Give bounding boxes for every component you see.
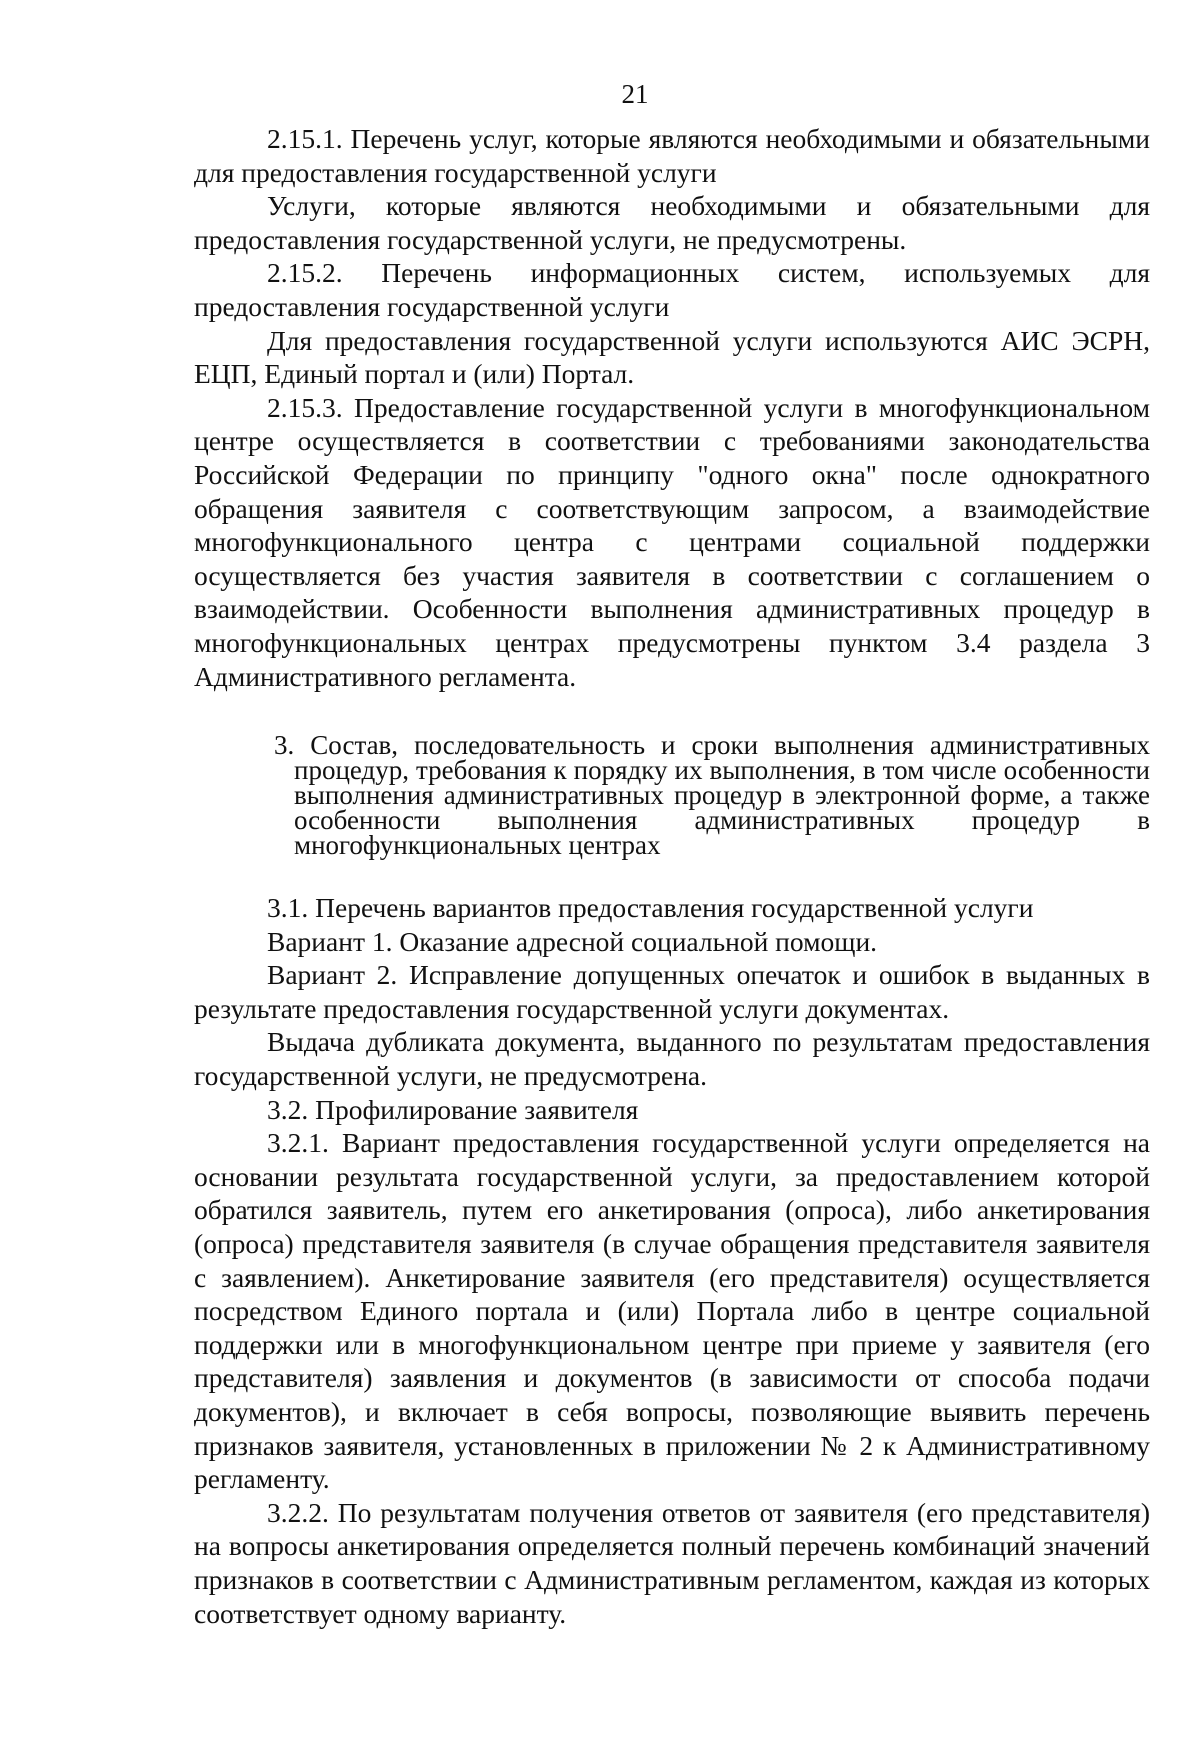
page-number: 21	[621, 79, 649, 109]
paragraph-3-2-2: 3.2.2. По результатам получения ответов от заявителя (его представителя) на вопросы анкетирования определяется полный перечень комбинаций значений признаков в соответствии с Административным регламентом, каждая из которых соответствует одному варианту.	[194, 1496, 1150, 1629]
paragraph-2-15-2-heading: 2.15.2. Перечень информационных систем, используемых для предоставления государственной услуги	[194, 257, 1150, 322]
paragraph-variant-2: Вариант 2. Исправление допущенных опечаток и ошибок в выданных в результате предоставления государственной услуги документах.	[194, 959, 1150, 1024]
document-body	[194, 122, 1150, 1630]
paragraph-duplicate: Выдача дубликата документа, выданного по результатам предоставления государственной услуги, не предусмотрена.	[194, 1026, 1150, 1092]
paragraph-2-15-2-text: Для предоставления государственной услуги используются АИС ЭСРН, ЕЦП, Единый портал и (или) Портал.	[194, 324, 1150, 390]
paragraph-2-15-3: 2.15.3. Предоставление государственной услуги в многофункциональном центре осуществляется в соответствии с требованиями законодательства Российской Федерации по принципу "одного окна" после однократного обращения заявителя с соответствующим запросом, а взаимодействие многофункционального центра с центрами социальной поддержки осуществляется без участия заявителя в соответствии с соглашением о взаимодействии. Особенности выполнения административных процедур в многофункциональных центрах предусмотрены пунктом 3.4 раздела 3 Административного регламента.	[194, 391, 1150, 692]
paragraph-variant-1: Вариант 1. Оказание адресной социальной помощи.	[267, 925, 878, 957]
paragraph-3-2-1: 3.2.1. Вариант предоставления государственной услуги определяется на основании результата государственной услуги, за предоставлением которой обратился заявитель, путем его анкетирования (опроса), либо анкетирования (опроса) представителя заявителя (в случае обращения представителя заявителя с заявлением). Анкетирование заявителя (его представителя) осуществляется посредством Единого портала и (или) Портала либо в центре социальной поддержки или в многофункциональном центре при приеме у заявителя (его представителя) заявления и документов (в зависимости от способа подачи документов), и включает в себя вопросы, позволяющие выявить перечень признаков заявителя, установленных в приложении № 2 к Административному регламенту.	[194, 1127, 1150, 1495]
paragraph-2-15-1-text: Услуги, которые являются необходимыми и обязательными для предоставления государственной услуги, не предусмотрены.	[194, 190, 1150, 255]
paragraph-2-15-1-heading: 2.15.1. Перечень услуг, которые являются необходимыми и обязательными для предоставления государственной услуги	[194, 123, 1150, 188]
paragraph-3-2-heading: 3.2. Профилирование заявителя	[267, 1093, 639, 1125]
paragraph-3-1-heading: 3.1. Перечень вариантов предоставления государственной услуги	[267, 892, 1034, 924]
section-3-heading: 3. Состав, последовательность и сроки выполнения административных процедур, требования к порядку их выполнения, в том числе особенности выполнения административных процедур в электронной форме, а также особенности выполнения административных процедур в многофункциональных центрах	[274, 730, 1150, 861]
